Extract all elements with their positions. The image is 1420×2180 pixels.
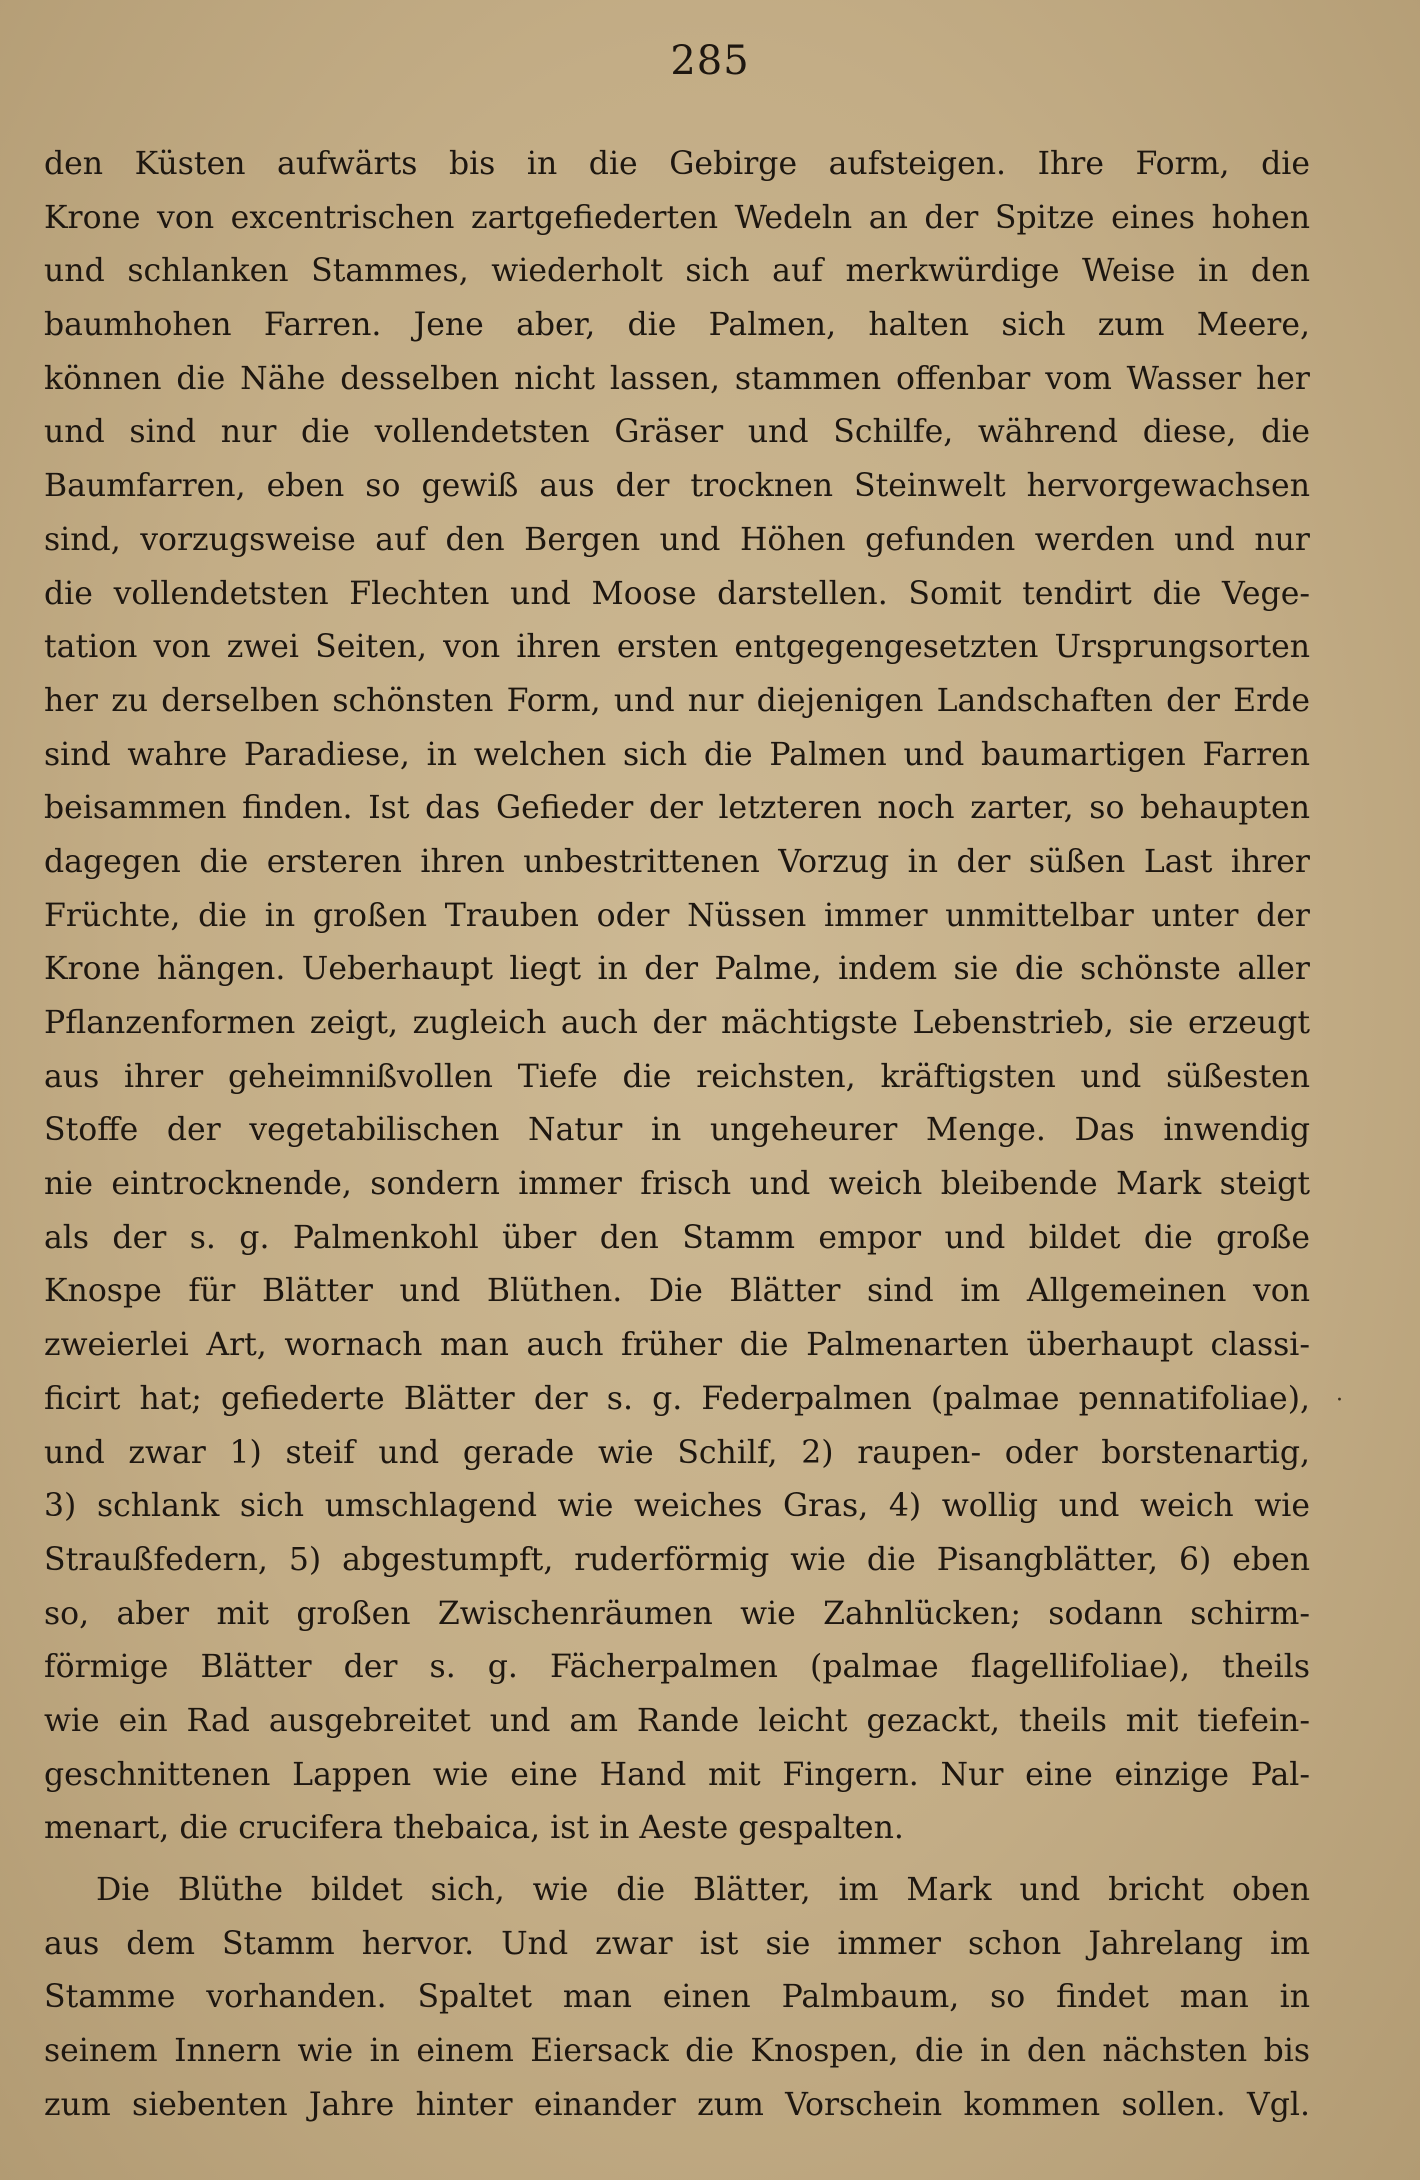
margin-mark: · <box>1336 1388 1343 1413</box>
text-line: können die Nähe desselben nicht lassen, stammen offenbar vom Wasser her <box>44 360 1310 397</box>
text-line: aus ihrer geheimnißvollen Tiefe die reichsten, kräftigsten und süßesten <box>44 1058 1310 1095</box>
text-line: so, aber mit großen Zwischenräumen wie Zahnlücken; sodann schirm- <box>44 1595 1310 1632</box>
text-line: her zu derselben schönsten Form, und nur diejenigen Landschaften der Erde <box>44 682 1310 719</box>
text-line: Die Blüthe bildet sich, wie die Blätter, im Mark und bricht oben <box>96 1872 1310 1908</box>
text-line: als der s. g. Palmenkohl über den Stamm empor und bildet die große <box>44 1219 1310 1256</box>
text-line: zweierlei Art, wornach man auch früher die Palmenarten überhaupt classi- <box>44 1327 1310 1364</box>
text-line: nie eintrocknende, sondern immer frisch und weich bleibende Mark steigt <box>44 1166 1310 1203</box>
text-line: geschnittenen Lappen wie eine Hand mit Fingern. Nur eine einzige Pal- <box>44 1756 1310 1793</box>
text-line: die vollendetsten Flechten und Moose darstellen. Somit tendirt die Vege- <box>44 575 1310 612</box>
paragraph-2 <box>44 1864 1310 2132</box>
text-line: sind wahre Paradiese, in welchen sich die Palmen und baumartigen Farren <box>44 736 1310 773</box>
text-line: Knospe für Blätter und Blüthen. Die Blätter sind im Allgemeinen von <box>44 1273 1310 1310</box>
text-line: Krone hängen. Ueberhaupt liegt in der Palme, indem sie die schönste aller <box>44 951 1310 988</box>
text-line: sind, vorzugsweise auf den Bergen und Höhen gefunden werden und nur <box>44 521 1310 558</box>
text-line: 3) schlank sich umschlagend wie weiches Gras, 4) wollig und weich wie <box>44 1488 1310 1525</box>
text-line: Baumfarren, eben so gewiß aus der trocknen Steinwelt hervorgewachsen <box>44 468 1310 505</box>
body-text <box>44 138 1310 2132</box>
text-line: und schlanken Stammes, wiederholt sich auf merkwürdige Weise in den <box>44 253 1310 290</box>
text-line: seinem Innern wie in einem Eiersack die Knospen, die in den nächsten bis <box>44 2033 1310 2070</box>
text-line: und sind nur die vollendetsten Gräser und Schilfe, während diese, die <box>44 414 1310 451</box>
text-line: und zwar 1) steif und gerade wie Schilf, 2) raupen- oder borstenartig, <box>44 1434 1310 1471</box>
paragraph-1 <box>44 138 1310 1856</box>
text-line: förmige Blätter der s. g. Fächerpalmen (palmae flagellifoliae), theils <box>44 1649 1310 1686</box>
text-line: dagegen die ersteren ihren unbestrittenen Vorzug in der süßen Last ihrer <box>44 843 1310 880</box>
text-line: aus dem Stamm hervor. Und zwar ist sie immer schon Jahrelang im <box>44 1925 1310 1962</box>
text-line: beisammen finden. Ist das Gefieder der letzteren noch zarter, so behaupten <box>44 790 1310 827</box>
text-line: wie ein Rad ausgebreitet und am Rande leicht gezackt, theils mit tiefein- <box>44 1702 1310 1739</box>
text-line: den Küsten aufwärts bis in die Gebirge aufsteigen. Ihre Form, die <box>44 146 1310 182</box>
text-line: Stoffe der vegetabilischen Natur in ungeheurer Menge. Das inwendig <box>44 1112 1310 1149</box>
text-line: tation von zwei Seiten, von ihren ersten entgegengesetzten Ursprungsorten <box>44 629 1310 666</box>
paragraph-spacer <box>44 1856 1310 1864</box>
text-line: Stamme vorhanden. Spaltet man einen Palmbaum, so findet man in <box>44 1979 1310 2016</box>
text-line: zum siebenten Jahre hinter einander zum Vorschein kommen sollen. Vgl. <box>44 2086 1310 2123</box>
text-line: Pflanzenformen zeigt, zugleich auch der mächtigste Lebenstrieb, sie erzeugt <box>44 1005 1310 1041</box>
text-line: menart, die crucifera thebaica, ist in Aeste gespalten. <box>44 1810 904 1847</box>
text-line: ficirt hat; gefiederte Blätter der s. g. Federpalmen (palmae pennatifoliae), <box>44 1380 1310 1417</box>
text-line: Straußfedern, 5) abgestumpft, ruderförmig wie die Pisangblätter, 6) eben <box>44 1541 1310 1578</box>
text-line: Früchte, die in großen Trauben oder Nüssen immer unmittelbar unter der <box>44 897 1310 934</box>
page-number: 285 <box>670 38 750 84</box>
text-line: baumhohen Farren. Jene aber, die Palmen, halten sich zum Meere, <box>44 307 1310 344</box>
text-line: Krone von excentrischen zartgefiederten Wedeln an der Spitze eines hohen <box>44 199 1310 236</box>
